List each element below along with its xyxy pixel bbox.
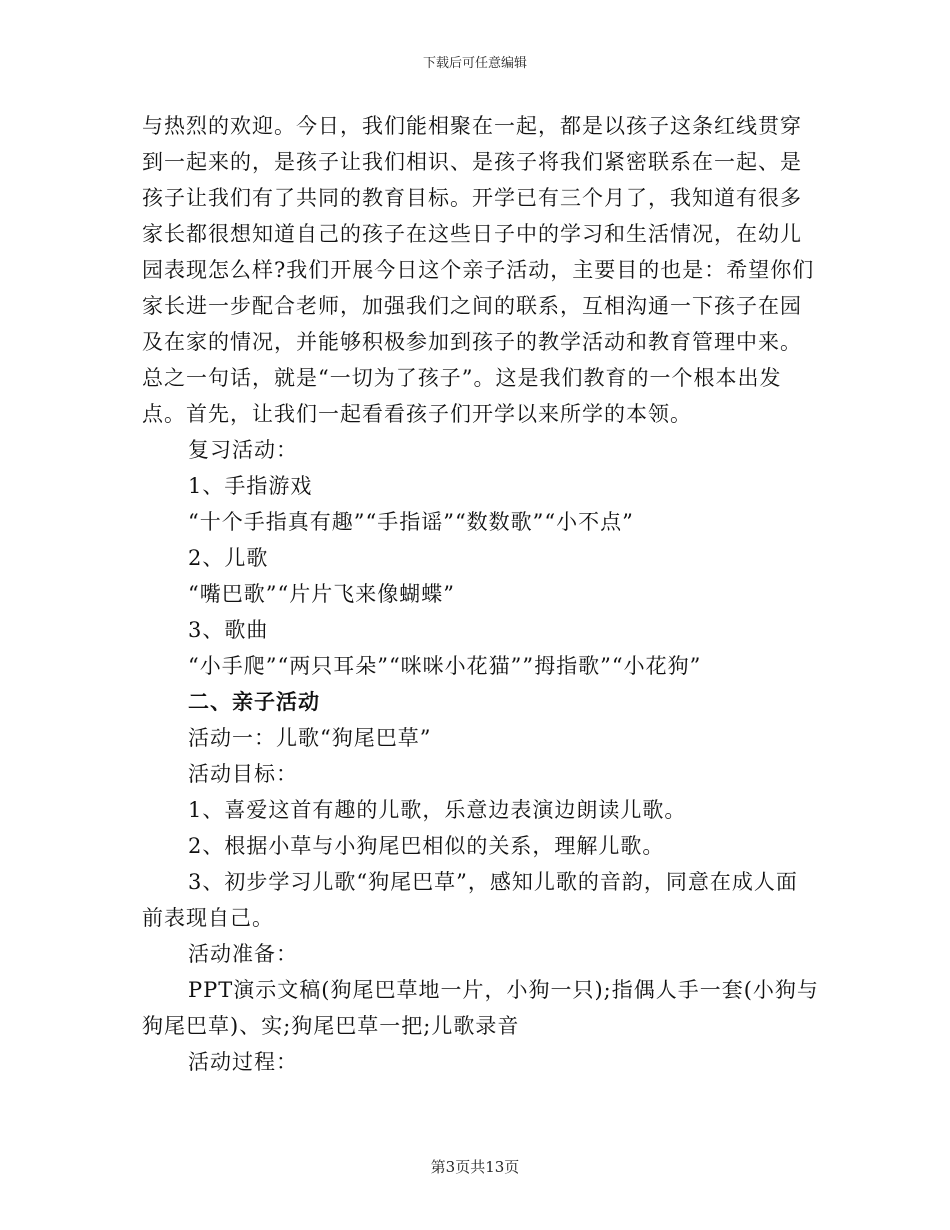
list-item: 1、喜爱这首有趣的儿歌，乐意边表演边朗读儿歌。 [188, 798, 687, 822]
page-footer: 第3页共13页 [430, 1158, 520, 1176]
list-item-detail: “十个手指真有趣”“手指谣”“数数歌”“小不点” [188, 510, 634, 534]
paragraph-line: 到一起来的，是孩子让我们相识、是孩子将我们紧密联系在一起、是 [142, 150, 802, 174]
paragraph-line: 家长都很想知道自己的孩子在这些日子中的学习和生活情况，在幼儿 [142, 222, 802, 246]
paragraph-line: 及在家的情况，并能够积极参加到孩子的教学活动和教育管理中来。 [142, 330, 802, 354]
section-label: 复习活动： [188, 438, 298, 462]
section-label: 活动目标： [188, 762, 298, 786]
list-item: 3、初步学习儿歌“狗尾巴草”，感知儿歌的音韵，同意在成人面 [188, 870, 798, 894]
paragraph-line: PPT演示文稿(狗尾巴草地一片，小狗一只);指偶人手一套(小狗与 [188, 978, 819, 1002]
paragraph-line: 与热烈的欢迎。今日，我们能相聚在一起，都是以孩子这条红线贯穿 [142, 114, 802, 138]
list-item: 3、歌曲 [188, 618, 269, 642]
list-item-detail: “小手爬”“两只耳朵”“咪咪小花猫””拇指歌”“小花狗” [188, 654, 702, 678]
activity-title: 活动一：儿歌“狗尾巴草” [188, 726, 432, 750]
list-item: 2、根据小草与小狗尾巴相似的关系，理解儿歌。 [188, 834, 665, 858]
list-item: 2、儿歌 [188, 546, 269, 570]
paragraph-line: 狗尾巴草)、实;狗尾巴草一把;儿歌录音 [142, 1014, 520, 1038]
section-label: 活动准备： [188, 942, 298, 966]
section-label: 活动过程： [188, 1050, 298, 1074]
paragraph-line: 孩子让我们有了共同的教育目标。开学已有三个月了，我知道有很多 [142, 186, 802, 210]
list-item: 1、手指游戏 [188, 474, 313, 498]
paragraph-line: 点。首先，让我们一起看看孩子们开学以来所学的本领。 [142, 402, 692, 426]
list-item-detail: “嘴巴歌”“片片飞来像蝴蝶” [188, 582, 455, 606]
paragraph-line: 前表现自己。 [142, 906, 274, 930]
paragraph-line: 总之一句话，就是“一切为了孩子”。这是我们教育的一个根本出发 [142, 366, 782, 390]
section-heading: 二、亲子活动 [188, 689, 320, 714]
paragraph-line: 园表现怎么样?我们开展今日这个亲子活动，主要目的也是：希望你们 [142, 258, 815, 282]
paragraph-line: 家长进一步配合老师，加强我们之间的联系，互相沟通一下孩子在园 [142, 294, 802, 318]
page-header: 下载后可任意编辑 [422, 56, 527, 71]
